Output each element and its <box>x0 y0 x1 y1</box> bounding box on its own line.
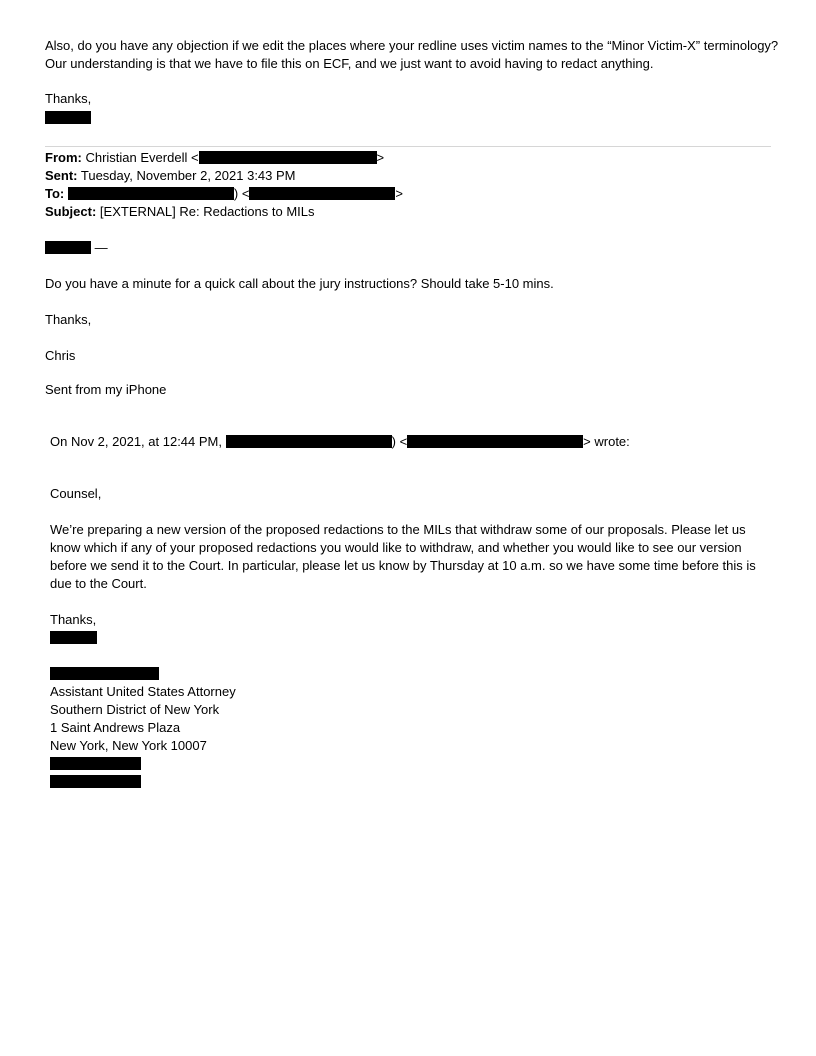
from-value: Christian Everdell < <box>85 150 199 165</box>
to-line: To: ) < > <box>45 186 404 201</box>
quoted-greeting: Counsel, <box>50 486 102 501</box>
signature-city: New York, New York 10007 <box>50 738 207 753</box>
quoted-closing: Thanks, <box>50 612 97 627</box>
redacted-author-name <box>226 435 392 448</box>
signature-title: Assistant United States Attorney <box>50 684 236 699</box>
quoted-body: We’re preparing a new version of the proposed redactions to the MILs that withdraw some of our proposals. Please let us know which if any of your proposed redactions you would like to withdraw, and whether you would like to see our version before we send it to the Court. In particular, please let us know by Thursday at 10 a.m. so we have some time before this is due to the Court. <box>50 522 756 591</box>
redacted-sender-name <box>45 111 91 124</box>
message-body: Do you have a minute for a quick call about the jury instructions? Should take 5-10 mins. <box>45 276 554 291</box>
redacted-author-initials <box>50 631 97 644</box>
greeting-dash: — <box>94 240 108 255</box>
message-signature-name: Chris <box>45 348 76 363</box>
redacted-signature-phone <box>50 757 141 770</box>
from-line: From: Christian Everdell < > <box>45 150 385 165</box>
redacted-signature-email <box>50 775 141 788</box>
reply-closing: Thanks, <box>45 91 92 106</box>
sent-line <box>45 167 785 185</box>
subject-value: [EXTERNAL] Re: Redactions to MILs <box>99 204 315 219</box>
signature-office: Southern District of New York <box>50 702 220 717</box>
signature-street: 1 Saint Andrews Plaza <box>50 720 181 735</box>
quoted-intro-suffix: > wrote: <box>583 434 630 449</box>
redacted-signature-name <box>50 667 159 680</box>
sent-label: Sent: <box>45 168 78 183</box>
reply-body: Also, do you have any objection if we edit the places where your redline uses victim names to the “Minor Victim-X” terminology? Our understanding is that we have to file this on ECF, and we just want to avoid having to redact anything. <box>45 38 779 71</box>
message-device-signature: Sent from my iPhone <box>45 382 167 397</box>
greeting-line <box>45 239 785 257</box>
sent-value: Tuesday, November 2, 2021 3:43 PM <box>80 168 296 183</box>
to-label: To: <box>45 186 65 201</box>
redacted-email <box>199 151 377 164</box>
message-divider <box>45 146 771 147</box>
quoted-intro-line: On Nov 2, 2021, at 12:44 PM, ) < > wrote: <box>50 434 630 449</box>
redacted-author-email <box>407 435 583 448</box>
message-closing: Thanks, <box>45 312 92 327</box>
subject-label: Subject: <box>45 204 97 219</box>
redacted-recipient-name <box>68 187 234 200</box>
quoted-intro-prefix: On Nov 2, 2021, at 12:44 PM, <box>50 434 222 449</box>
redacted-recipient-email <box>249 187 395 200</box>
redacted-greeting-name <box>45 241 91 254</box>
from-label: From: <box>45 150 82 165</box>
subject-line <box>45 203 785 221</box>
